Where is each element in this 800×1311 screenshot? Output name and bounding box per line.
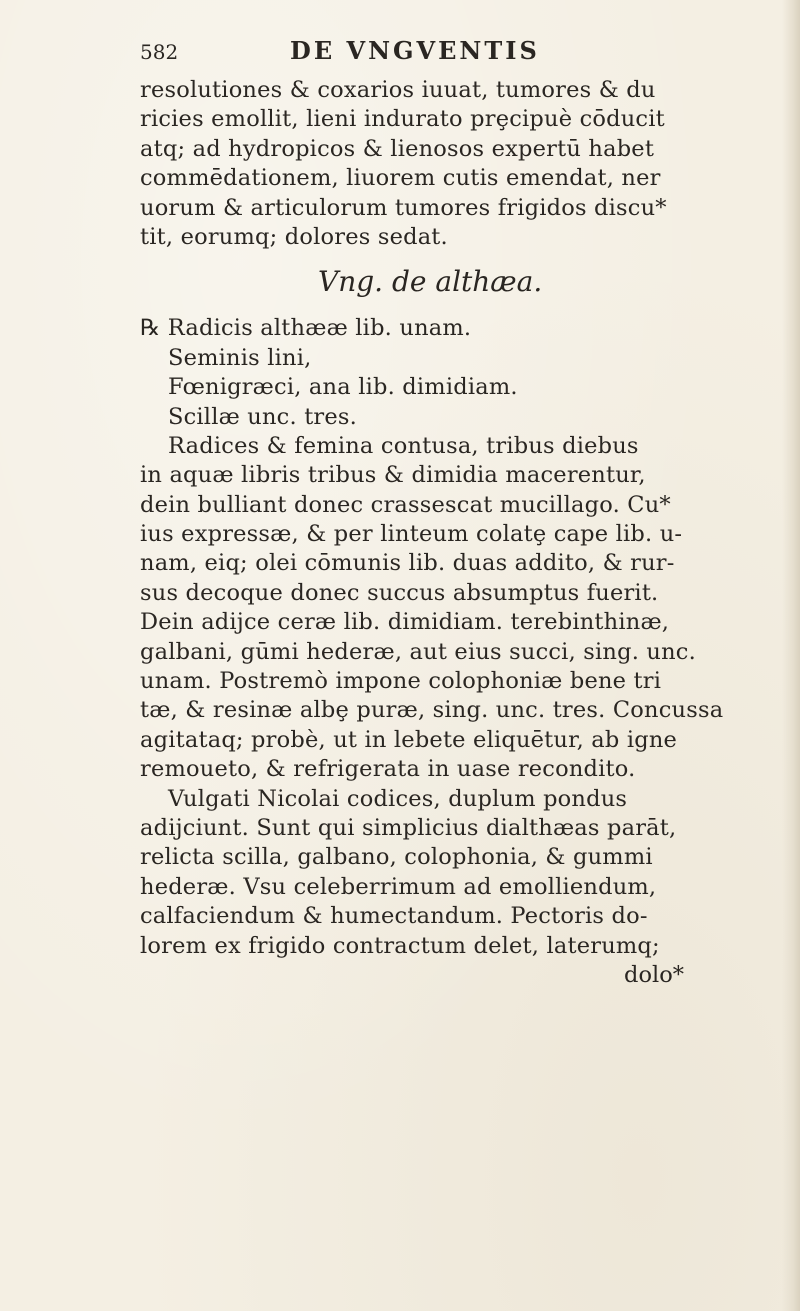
text-line: calfaciendum & humectandum. Pectoris do- <box>140 903 648 930</box>
text-line: unam. Postremò impone colophoniæ bene tri <box>140 668 662 695</box>
text-line: sus decoque donec succus absumptus fuerit. <box>140 579 659 606</box>
section-title: Vng. de althæa. <box>318 265 543 299</box>
text-line: adijciunt. Sunt qui simplicius dialthæas parāt, <box>140 814 677 841</box>
text-line: remoueto, & refrigerata in uase recondito. <box>140 756 636 783</box>
recipe-line: ℞ Radicis althææ lib. unam. <box>140 315 472 342</box>
text-line: Vulgati Nicolai codices, duplum pondus <box>168 785 628 812</box>
paragraph-2 <box>140 432 780 785</box>
text-line: dein bulliant donec crassescat mucillago. Cu* <box>140 491 671 518</box>
text-line: uorum & articulorum tumores frigidos discu* <box>140 194 667 221</box>
recipe-line: Seminis lini, <box>168 344 312 371</box>
text-line: hederæ. Vsu celeberrimum ad emolliendum, <box>140 873 657 900</box>
text-line: commēdationem, liuorem cutis emendat, ner <box>140 165 661 192</box>
text-line: atq; ad hydropicos & lienosos expertū habet <box>140 135 655 162</box>
text-line: agitataq; probè, ut in lebete eliquētur, ab igne <box>140 726 678 753</box>
text-line: ius expressæ, & per linteum colatȩ cape lib. u- <box>140 521 683 548</box>
text-line: galbani, gūmi hederæ, aut eius succi, sing. unc. <box>140 638 696 665</box>
text-line: Dein adijce ceræ lib. dimidiam. terebinthinæ, <box>140 609 670 636</box>
page-number: 582 <box>140 40 179 64</box>
page-edge-shadow <box>782 0 800 1311</box>
text-line: Radices & femina contusa, tribus diebus <box>168 432 639 459</box>
text-line: lorem ex frigido contractum delet, laterumq; <box>140 932 660 959</box>
recipe-list <box>140 314 780 432</box>
text-line: tæ, & resinæ albȩ puræ, sing. unc. tres. Concussa <box>140 697 724 724</box>
text-block <box>140 36 780 990</box>
text-line: relicta scilla, galbano, colophonia, & gummi <box>140 844 653 871</box>
recipe-line: Scillæ unc. tres. <box>168 403 358 430</box>
text-line: resolutiones & coxarios iuuat, tumores & du <box>140 77 656 103</box>
text-line: ricies emollit, lieni indurato prȩcipuè cōducit <box>140 106 665 133</box>
running-head <box>140 36 780 76</box>
text-line: in aquæ libris tribus & dimidia macerentur, <box>140 462 646 489</box>
paragraph-3 <box>140 785 780 961</box>
paragraph-1 <box>140 76 780 252</box>
recipe-line: Fœnigræci, ana lib. dimidiam. <box>168 374 518 401</box>
text-line: tit, eorumq; dolores sedat. <box>140 223 448 250</box>
text-line: nam, eiq; olei cōmunis lib. duas addito, & rur- <box>140 550 675 577</box>
catchword: dolo* <box>624 961 684 988</box>
running-title: DE VNGVENTIS <box>290 36 540 65</box>
